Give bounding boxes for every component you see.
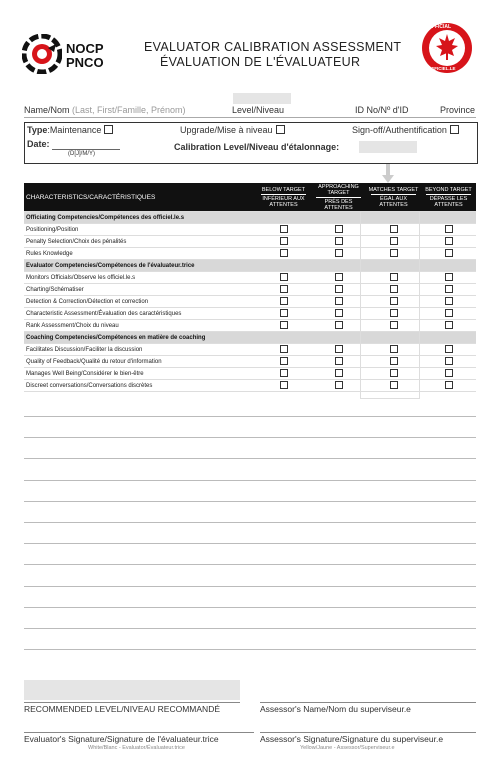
section-header-cell <box>256 212 311 224</box>
assessor-signature-label: Assessor's Signature/Signature du superviseur.e <box>260 734 444 744</box>
assessor-name-line[interactable] <box>260 702 476 703</box>
section-header-cell <box>311 332 366 344</box>
section-header-cell <box>421 260 476 272</box>
recommended-label: RECOMMENDED LEVEL/NIVEAU RECOMMANDÉ <box>24 704 221 714</box>
rating-checkbox[interactable] <box>280 297 288 305</box>
org-line2: PNCO <box>66 55 104 70</box>
col-beyond-en: BEYOND TARGET <box>425 186 472 193</box>
rating-checkbox[interactable] <box>445 273 453 281</box>
rating-checkbox[interactable] <box>280 273 288 281</box>
col-beyond-fr: DÉPASSE LES ATTENTES <box>429 195 468 208</box>
rating-checkbox[interactable] <box>280 369 288 377</box>
evaluator-signature-line[interactable] <box>24 732 254 733</box>
recommended-line <box>24 702 240 703</box>
type-signoff[interactable] <box>352 125 459 135</box>
rating-cell <box>421 368 476 380</box>
type-maintenance[interactable] <box>27 125 113 135</box>
rating-checkbox[interactable] <box>445 357 453 365</box>
rating-cell <box>421 380 476 392</box>
rating-checkbox[interactable] <box>445 297 453 305</box>
title-french: ÉVALUATION DE L'ÉVALUATEUR <box>160 55 361 69</box>
rating-cell <box>421 224 476 236</box>
rating-cell <box>311 344 366 356</box>
notes-line[interactable] <box>24 522 476 523</box>
upgrade-label: Upgrade/Mise à niveau <box>180 125 273 135</box>
copy-white-note: White/Blanc - Evaluator/Évaluateur.trice <box>88 745 185 751</box>
rating-checkbox[interactable] <box>445 237 453 245</box>
notes-line[interactable] <box>24 649 476 650</box>
matches-column-highlight <box>360 211 420 399</box>
rating-cell <box>311 308 366 320</box>
notes-line[interactable] <box>24 501 476 502</box>
date-hint: (D[J]/M/Y) <box>68 151 95 157</box>
col-beyond <box>421 183 476 212</box>
rating-cell <box>311 320 366 332</box>
rating-checkbox[interactable] <box>335 321 343 329</box>
signoff-checkbox[interactable] <box>450 125 459 134</box>
calibration-label: Calibration Level/Niveau d'étalonnage: <box>174 142 340 152</box>
col-below-en: BELOW TARGET <box>261 186 306 193</box>
rating-cell <box>311 356 366 368</box>
notes-line[interactable] <box>24 458 476 459</box>
rating-checkbox[interactable] <box>335 309 343 317</box>
rating-checkbox[interactable] <box>335 273 343 281</box>
rating-cell <box>256 296 311 308</box>
rating-cell <box>311 236 366 248</box>
rating-checkbox[interactable] <box>335 225 343 233</box>
rating-checkbox[interactable] <box>335 345 343 353</box>
rating-cell <box>256 224 311 236</box>
rating-cell <box>421 236 476 248</box>
notes-line[interactable] <box>24 607 476 608</box>
province-label[interactable]: Province <box>440 105 476 115</box>
rating-cell <box>256 236 311 248</box>
col-below-fr: INFÉRIEUR AUX ATTENTES <box>262 195 305 208</box>
rating-checkbox[interactable] <box>335 249 343 257</box>
characteristic-label: Detection & Correction/Détection et correction <box>24 296 256 308</box>
characteristic-label: Monitors Officials/Observe les officiel.le.s <box>24 272 256 284</box>
characteristic-label: Rank Assessment/Choix du niveau <box>24 320 256 332</box>
title-english: EVALUATOR CALIBRATION ASSESSMENT <box>144 40 402 54</box>
characteristic-label: Penalty Selection/Choix des pénalités <box>24 236 256 248</box>
characteristic-label: Characteristic Assessment/Évaluation des caractéristiques <box>24 308 256 320</box>
notes-line[interactable] <box>24 586 476 587</box>
rating-checkbox[interactable] <box>335 285 343 293</box>
characteristic-label: Facilitates Discussion/Faciliter la discussion <box>24 344 256 356</box>
characteristic-label: Quality of Feedback/Qualité du retour d'information <box>24 356 256 368</box>
rating-checkbox[interactable] <box>445 369 453 377</box>
rating-checkbox[interactable] <box>280 321 288 329</box>
upgrade-checkbox[interactable] <box>276 125 285 134</box>
maintenance-checkbox[interactable] <box>104 125 113 134</box>
name-field[interactable] <box>24 105 186 115</box>
col-matches-fr: ÉGAL AUX ATTENTES <box>379 195 408 208</box>
header-characteristics: CHARACTERISTICS/CARACTÉRISTIQUES <box>24 183 256 212</box>
id-label[interactable]: ID No/Nº d'ID <box>355 105 409 115</box>
section-title: Coaching Competencies/Compétences en matière de coaching <box>24 332 256 344</box>
rating-checkbox[interactable] <box>445 321 453 329</box>
rating-cell <box>311 224 366 236</box>
type-upgrade[interactable] <box>180 125 285 135</box>
rating-cell <box>256 380 311 392</box>
level-highlight <box>233 93 291 104</box>
rating-checkbox[interactable] <box>280 357 288 365</box>
section-title: Evaluator Competencies/Compétences de l'évaluateur.trice <box>24 260 256 272</box>
section-header-cell <box>256 260 311 272</box>
rating-checkbox[interactable] <box>280 237 288 245</box>
rating-checkbox[interactable] <box>335 369 343 377</box>
notes-line[interactable] <box>24 437 476 438</box>
section-header-cell <box>421 332 476 344</box>
calibration-field[interactable] <box>359 141 417 153</box>
rating-cell <box>256 344 311 356</box>
rating-cell <box>256 368 311 380</box>
rating-checkbox[interactable] <box>280 381 288 389</box>
characteristic-label: Rules Knowledge <box>24 248 256 260</box>
rating-cell <box>311 272 366 284</box>
rating-cell <box>421 248 476 260</box>
level-label[interactable]: Level/Niveau <box>232 105 285 115</box>
name-label: Name/Nom <box>24 105 70 115</box>
date-line[interactable] <box>52 149 120 150</box>
org-line1: NOCP <box>66 41 104 56</box>
notes-line[interactable] <box>24 543 476 544</box>
rating-cell <box>256 308 311 320</box>
rating-checkbox[interactable] <box>445 249 453 257</box>
rating-checkbox[interactable] <box>280 309 288 317</box>
rating-cell <box>421 320 476 332</box>
col-below <box>256 183 311 212</box>
notes-line[interactable] <box>24 628 476 629</box>
assessor-name-label: Assessor's Name/Nom du superviseur.e <box>260 704 411 714</box>
notes-line[interactable] <box>24 480 476 481</box>
rating-cell <box>256 320 311 332</box>
characteristic-label: Charting/Schématiser <box>24 284 256 296</box>
name-hint: (Last, First/Famille, Prénom) <box>72 105 186 115</box>
rating-cell <box>256 272 311 284</box>
section-header-cell <box>421 212 476 224</box>
seal-top-text: OFFICIAL <box>428 24 452 30</box>
notes-line[interactable] <box>24 416 476 417</box>
col-approaching-en: APPROACHING TARGET <box>318 183 359 196</box>
rating-checkbox[interactable] <box>445 285 453 293</box>
rating-cell <box>311 368 366 380</box>
arrow-down-icon <box>382 164 394 184</box>
rating-cell <box>256 248 311 260</box>
rating-checkbox[interactable] <box>280 225 288 233</box>
rating-checkbox[interactable] <box>280 249 288 257</box>
table-header <box>24 183 476 212</box>
rating-checkbox[interactable] <box>445 309 453 317</box>
rating-cell <box>256 356 311 368</box>
date-label: Date: <box>27 139 50 149</box>
assessor-signature-line[interactable] <box>260 732 476 733</box>
col-approaching <box>311 183 366 212</box>
rating-cell <box>421 356 476 368</box>
org-name <box>66 42 104 70</box>
evaluator-signature-label: Evaluator's Signature/Signature de l'évaluateur.trice <box>24 734 219 744</box>
rating-checkbox[interactable] <box>445 345 453 353</box>
rating-cell <box>421 344 476 356</box>
name-row-line <box>24 117 476 118</box>
rating-checkbox[interactable] <box>335 237 343 245</box>
rating-cell <box>421 296 476 308</box>
rating-cell <box>421 272 476 284</box>
characteristic-label: Discreet conversations/Conversations discrètes <box>24 380 256 392</box>
rating-cell <box>311 380 366 392</box>
date-label-text: Date <box>27 139 47 149</box>
type-label: Type <box>27 125 48 135</box>
section-title: Officiating Competencies/Compétences des officiel.le.s <box>24 212 256 224</box>
rating-checkbox[interactable] <box>280 345 288 353</box>
rating-checkbox[interactable] <box>445 381 453 389</box>
maintenance-label: :Maintenance <box>47 125 102 135</box>
col-approaching-fr: PRÈS DES ATTENTES <box>324 198 353 211</box>
seal-bottom-text: OFFICIEL.LE <box>428 66 456 71</box>
section-header-cell <box>256 332 311 344</box>
recommended-level-field[interactable] <box>24 680 240 700</box>
rating-checkbox[interactable] <box>280 285 288 293</box>
rating-cell <box>421 284 476 296</box>
rating-checkbox[interactable] <box>335 381 343 389</box>
rating-checkbox[interactable] <box>445 225 453 233</box>
col-matches-en: MATCHES TARGET <box>368 186 419 193</box>
characteristic-label: Manages Well Being/Considérer le bien-être <box>24 368 256 380</box>
rating-checkbox[interactable] <box>335 357 343 365</box>
section-header-cell <box>311 212 366 224</box>
rating-cell <box>421 308 476 320</box>
col-matches <box>366 183 421 212</box>
nocp-logo <box>22 34 62 74</box>
rating-cell <box>311 284 366 296</box>
signoff-label: Sign-off/Authentification <box>352 125 447 135</box>
copy-yellow-note: Yellow/Jaune - Assessor/Superviseur.e <box>300 745 395 751</box>
rating-checkbox[interactable] <box>335 297 343 305</box>
rating-cell <box>256 284 311 296</box>
characteristic-label: Positioning/Position <box>24 224 256 236</box>
rating-cell <box>311 296 366 308</box>
notes-line[interactable] <box>24 564 476 565</box>
rating-cell <box>311 248 366 260</box>
section-header-cell <box>311 260 366 272</box>
